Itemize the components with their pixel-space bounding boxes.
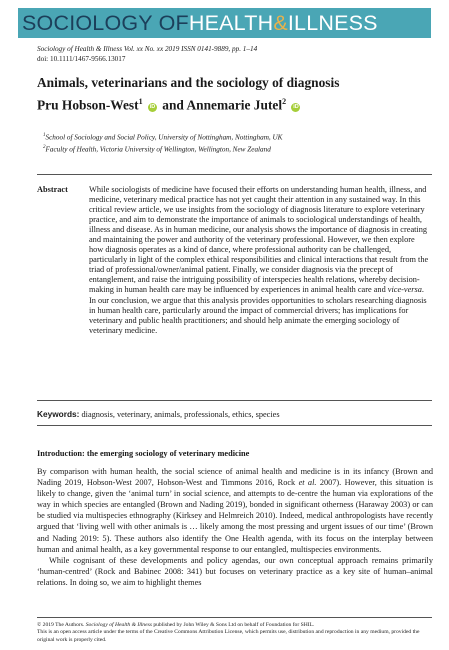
doi-line[interactable]: doi: 10.1111/1467-9566.13017 [37,54,126,63]
keywords-bottom-rule [37,425,432,426]
orcid-icon[interactable]: iD [293,104,299,111]
abstract-text-italic: vice-versa [387,285,422,295]
paragraph-1-part-1: By comparison with human health, the social science of animal health and medicine is in its infancy (Brown and Nading 2019, Hobson-West 2007, Hobson-West and Timmons 2016, Rock [37,467,433,488]
section-heading: Introduction: the emerging sociology of veterinary medicine [37,449,250,458]
author-line [37,93,432,113]
keywords-label: Keywords: [37,409,80,419]
banner-illness: ILLNESS [287,11,378,35]
affiliation-1-marker: 1 [43,133,46,138]
abstract-text [89,185,429,336]
author-1-name[interactable]: Pru Hobson-West [37,97,139,113]
keywords [37,409,432,420]
banner-sociology-of: SOCIOLOGY OF [22,11,189,35]
body-text [37,466,433,588]
orcid-icon[interactable]: iD [149,104,156,111]
abstract-label: Abstract [37,185,68,194]
affiliation-2-text: Faculty of Health, Victoria University of Wellington, Wellington, New Zealand [45,145,271,154]
journal-banner [18,8,431,38]
affiliation-1-text: School of Sociology and Social Policy, University of Nottingham, Nottingham, UK [45,133,283,142]
author-1-affiliation-marker: 1 [138,97,143,106]
footer-copyright-part-1: © 2019 The Authors. [37,622,86,628]
keywords-top-rule [37,400,432,401]
journal-citation-line: Sociology of Health & Illness Vol. xx No. xx 2019 ISSN 0141-9889, pp. 1–14 [37,45,258,53]
author-2-name[interactable]: Annemarie Jutel [186,97,283,113]
footer-license [37,622,433,644]
paragraph-1 [37,466,433,555]
paragraph-1-part-2: 2007). However, this situation is likely to change, given the ‘animal turn’ in social science, and attempts to de-centre the human via explorations of the way in which species are entangled (Brown and Nading 2019), bonded in significant otherness (Haraway 2003) or can be studied via multispecies ethnography (Kirksey and Helmreich 2010). Indeed, medical anthropologists have recently argued that ‘living well with other animals is … likely among the most pressing and urgent issues of our time’ (Brown and Nading 2019: 5). These authors also identify the One Health agenda, with its focus on the interplay between human and animal health, as a key governmental response to our entangled, multispecies environments. [37,478,433,554]
author-joiner: and [162,97,184,113]
footer-rule [37,617,432,618]
abstract-top-rule [37,174,432,175]
footer-license-text: This is an open access article under the terms of the Creative Commons Attribution License, which permits use, distribution and reproduction in any medium, provided the original work is properly cited. [37,629,420,643]
abstract-text-part-1: While sociologists of medicine have focused their efforts on understanding human health, illness, and medicine, veterinary medical practice has not yet caught their attention in any sustained way. In this critical review article, we use insights from the sociology of diagnosis literature to explore veterinary practice, and aim to demonstrate the importance of animals to sociological understandings of health, illness and disease. As in human medicine, our analysis shows the importance of diagnosis in creating and maintaining the power and authority of the veterinary professional. However, we then explore how diagnosis operates as a kind of dance, where professional authority can be challenged, particularly in light of the complex ethical responsibilities and clinical interactions that result from the triad of professional/owner/animal patient. Finally, we consider diagnosis via the precept of entanglement, and raise the intriguing possibility of interspecies health relations, whereby decision-making in human health care may be influenced by experiences in animal health care and [89,185,429,295]
banner-health: HEALTH [188,11,274,35]
author-2-affiliation-marker: 2 [282,97,287,106]
banner-ampersand: & [273,11,288,35]
abstract-text-part-2: . In our conclusion, we argue that this analysis provides opportunities to scholars researching diagnosis in human health care, particularly around the impact of commercial drivers; has implications for veterinary and public health practitioners; and should help animate the emerging sociology of veterinary medicine. [89,285,427,335]
paragraph-1-et-al: et al. [298,478,317,488]
affiliation-2-marker: 2 [43,144,46,150]
affiliation-1 [43,131,433,143]
footer-copyright-part-2: published by John Wiley & Sons Ltd on behalf of Foundation for SHIL. [151,622,315,628]
footer-journal-name: Sociology of Health & Illness [85,622,152,628]
article-title: Animals, veterinarians and the sociology of diagnosis [37,75,340,90]
paragraph-2: While cognisant of these developments and policy agendas, our own conceptual approach remains primarily ‘human-centred’ (Rock and Babinec 2008: 341) but focuses on veterinary practice as a key site of human–animal relations. In doing so, we aim to highlight themes [37,555,433,587]
affiliation-2 [43,143,433,155]
keywords-text: diagnosis, veterinary, animals, professionals, ethics, species [79,410,280,419]
journal-meta [37,45,427,64]
affiliations [43,131,433,155]
